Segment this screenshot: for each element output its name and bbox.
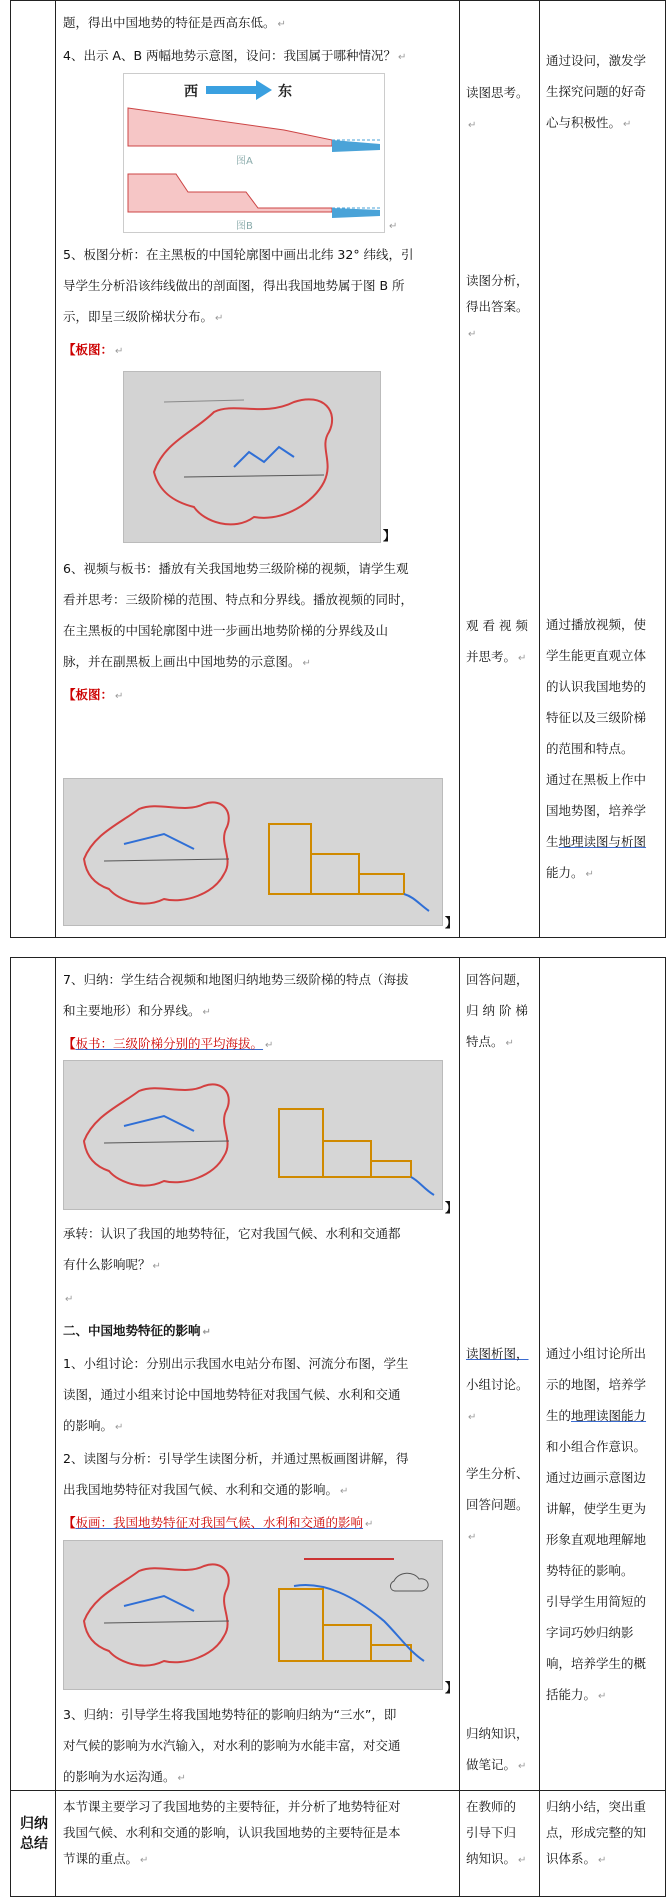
teaching-process-cell <box>63 239 455 367</box>
text-line: 【板图： ↵ <box>63 342 124 357</box>
text-line: 生的地理读图能力 <box>546 1408 647 1423</box>
arrow-icon <box>206 86 256 94</box>
board-photo-step-altitudes <box>63 1060 443 1210</box>
profile-b-shape <box>128 174 332 212</box>
text-line: 心与积极性。 ↵ <box>546 115 632 130</box>
student-activity-cell <box>466 610 536 674</box>
terrain-profile-diagram <box>123 73 385 233</box>
text-line: 节课的重点。 ↵ <box>63 1851 149 1866</box>
text-line: 读图思考。↵ <box>466 85 529 131</box>
arrow-head-icon <box>256 80 272 100</box>
student-activity-cell <box>466 1338 536 1433</box>
table-page-2 <box>10 957 666 1897</box>
student-activity-cell <box>466 964 536 1059</box>
column-divider <box>55 958 56 1896</box>
return-mark: ↵ <box>389 221 398 232</box>
text-line: 示，即呈三级阶梯状分布。 ↵ <box>63 309 224 324</box>
student-activity-cell <box>466 268 536 348</box>
summary-main-cell <box>63 1794 455 1874</box>
table-page-1 <box>10 0 666 938</box>
text-line: 归纳知识， <box>466 1726 529 1741</box>
text-line: 势特征的影响。 <box>546 1563 634 1578</box>
text-line: 5、板图分析：在主黑板的中国轮廓图中画出北纬 32° 纬线，引 <box>63 247 414 262</box>
text-line: 承转：认识了我国的地势特征，它对我国气候、水利和交通都 <box>63 1226 401 1241</box>
text-line: 引导学生用简短的 <box>546 1594 647 1609</box>
text-line: 的认识我国地势的 <box>546 679 647 694</box>
board-photo-terrain-impact <box>63 1540 443 1690</box>
text-line: 通过播放视频，使 <box>546 617 647 632</box>
text-line: 看并思考：三级阶梯的范围、特点和分界线。播放视频的同时， <box>63 592 414 607</box>
column-divider <box>539 1 540 937</box>
column-divider <box>459 1 460 937</box>
text-line: 引导下归 <box>466 1825 517 1840</box>
text-line: 对气候的影响为水汽输入，对水利的影响为水能丰富，对交通 <box>63 1738 401 1753</box>
text-line: 的影响为水运沟通。 ↵ <box>63 1769 186 1784</box>
text-line: 1、小组讨论：分别出示我国水电站分布图、河流分布图，学生 <box>63 1356 409 1371</box>
text-line: 得出答案。↵ <box>466 299 529 340</box>
text-line: 回答问题。↵ <box>466 1497 529 1543</box>
column-divider <box>539 958 540 1896</box>
text-line: 通过边画示意图边 <box>546 1470 647 1485</box>
summary-student-cell <box>466 1794 536 1874</box>
text-line: 有什么影响呢？ ↵ <box>63 1257 161 1272</box>
text-line: 我国气候、水利和交通的影响，认识我国地势的主要特征是本 <box>63 1825 401 1840</box>
student-activity-cell <box>466 1458 536 1553</box>
text-line: 特点。 ↵ <box>466 1034 514 1049</box>
teaching-process-cell <box>63 553 455 712</box>
text-line: 本节课主要学习了我国地势的主要特征，并分析了地势特征对 <box>63 1799 401 1814</box>
text-line: 7、归纳：学生结合视频和地图归纳地势三级阶梯的特点（海拔 <box>63 972 409 987</box>
board-photo-terrain-steps <box>63 778 443 926</box>
text-line: 【板书：三级阶梯分别的平均海拔。 ↵ <box>63 1036 274 1051</box>
design-intent-cell <box>546 609 662 890</box>
board-photo-china-outline <box>123 371 381 543</box>
text-line: 4、出示 A、B 两幅地势示意图，设问：我国属于哪种情况？ ↵ <box>63 48 407 63</box>
text-line: 做笔记。 ↵ <box>466 1757 527 1772</box>
text-line: 示的地图，培养学 <box>546 1377 647 1392</box>
bracket-close: 】 <box>445 1680 458 1695</box>
text-line: 特征以及三级阶梯 <box>546 710 647 725</box>
text-line: 并思考。 ↵ <box>466 649 527 664</box>
text-line: 形象直观地理解地 <box>546 1532 647 1547</box>
text-line: 的范围和特点。 <box>546 741 634 756</box>
design-intent-cell <box>546 45 662 140</box>
bracket-close: 】 <box>445 915 458 930</box>
profile-a-water <box>332 140 380 152</box>
section-heading: 二、中国地势特征的影响 ↵ <box>63 1323 211 1338</box>
text-line: 出我国地势特征对我国气候、水利和交通的影响。 ↵ <box>63 1482 349 1497</box>
label-a: 图A <box>236 156 253 167</box>
text-line: 点，形成完整的知 <box>546 1825 647 1840</box>
text-line: 生探究问题的好奇 <box>546 84 647 99</box>
text-line: 的影响。 ↵ <box>63 1418 124 1433</box>
text-line: 通过在黑板上作中 <box>546 772 647 787</box>
text-line: 归纳小结，突出重 <box>546 1799 647 1814</box>
text-line: 学生分析、 <box>466 1466 529 1481</box>
student-activity-cell <box>466 77 536 141</box>
text-line: 纳知识。 ↵ <box>466 1851 527 1866</box>
column-divider <box>459 958 460 1896</box>
label-b: 图B <box>236 221 253 232</box>
text-line: 2、读图与分析：引导学生读图分析，并通过黑板画图讲解，得 <box>63 1451 409 1466</box>
text-line: 小组讨论。↵ <box>466 1377 529 1423</box>
profile-b-water <box>332 208 380 218</box>
text-line: 读图，通过小组来讨论中国地势特征对我国气候、水利和交通 <box>63 1387 401 1402</box>
profile-a-shape <box>128 108 332 146</box>
text-line: 读图析图， <box>466 1346 529 1361</box>
text-line: ↵ <box>65 1294 74 1305</box>
text-line: 脉，并在副黑板上画出中国地势的示意图。 ↵ <box>63 654 311 669</box>
student-activity-cell <box>466 1718 536 1782</box>
text-line: 讲解，使学生更为 <box>546 1501 647 1516</box>
text-line: 6、视频与板书：播放有关我国地势三级阶梯的视频，请学生观 <box>63 561 409 576</box>
text-line: 国地势图，培养学 <box>546 803 647 818</box>
text-line: 通过小组讨论所出 <box>546 1346 647 1361</box>
text-line: 括能力。 ↵ <box>546 1687 607 1702</box>
text-line: 读图分析， <box>466 273 529 288</box>
text-line: 通过设问，激发学 <box>546 53 647 68</box>
text-line: 能力。 ↵ <box>546 865 594 880</box>
column-divider <box>55 1 56 937</box>
design-intent-cell <box>546 1338 662 1712</box>
text-line: 生地理读图与析图 <box>546 834 647 849</box>
text-line: 归 纳 阶 梯 <box>466 1003 528 1018</box>
text-line: 在教师的 <box>466 1799 517 1814</box>
teaching-process-cell <box>63 7 455 73</box>
text-line: 和小组合作意识。 <box>546 1439 647 1454</box>
bracket-close: 】 <box>383 528 396 543</box>
text-line: 【板图： ↵ <box>63 687 124 702</box>
text-line: 学生能更直观立体 <box>546 648 647 663</box>
east-label: 东 <box>278 84 292 100</box>
teaching-process-cell <box>63 1699 455 1794</box>
text-line: 识体系。 ↵ <box>546 1851 607 1866</box>
text-line: 观 看 视 频 <box>466 618 528 633</box>
text-line: 3、归纳：引导学生将我国地势特征的影响归纳为“三水”，即 <box>63 1707 397 1722</box>
text-line: 导学生分析沿该纬线做出的剖面图，得出我国地势属于图 B 所 <box>63 278 405 293</box>
text-line: 回答问题， <box>466 972 529 987</box>
text-line: 题，得出中国地势的特征是西高东低。 ↵ <box>63 15 286 30</box>
teaching-process-cell <box>63 1218 455 1540</box>
summary-intent-cell <box>546 1794 662 1874</box>
text-line: 响，培养学生的概 <box>546 1656 647 1671</box>
bracket-close: 】 <box>445 1200 458 1215</box>
text-line: 字词巧妙归纳影 <box>546 1625 634 1640</box>
text-line: 【板画：我国地势特征对我国气候、水利和交通的影响 ↵ <box>63 1515 374 1530</box>
summary-row-label: 归纳 总结 <box>20 1816 48 1852</box>
text-line: 和主要地形）和分界线。 ↵ <box>63 1003 211 1018</box>
west-label: 西 <box>184 84 198 100</box>
teaching-process-cell <box>63 964 455 1061</box>
text-line: 在主黑板的中国轮廓图中进一步画出地势阶梯的分界线及山 <box>63 623 389 638</box>
